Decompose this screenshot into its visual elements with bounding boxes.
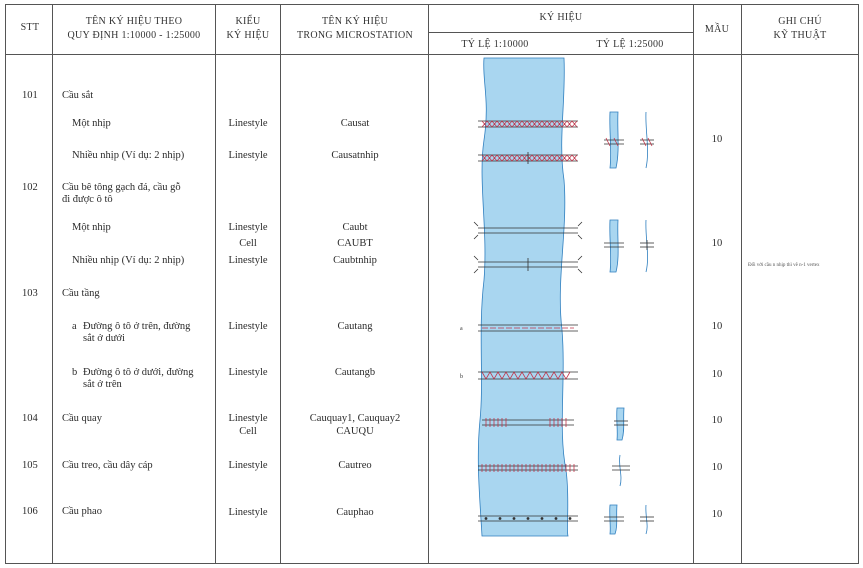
name-101a: Một nhịp xyxy=(72,118,111,129)
ms-105: Cautreo xyxy=(338,460,372,471)
header-stt: STT xyxy=(20,22,40,33)
color-106: 10 xyxy=(711,509,723,520)
name-104: Cầu quay xyxy=(62,413,102,424)
stt-103: 103 xyxy=(22,288,38,299)
name-103a-line1: Đường ô tô ở trên, đường xyxy=(83,321,191,332)
ms-102a-1: Caubt xyxy=(342,222,368,233)
ms-104-1: Cauquay1, Cauquay2 xyxy=(309,413,401,424)
name-102-line2: đi được ô tô xyxy=(62,194,113,205)
stt-106: 106 xyxy=(22,506,38,517)
header-symbol: KÝ HIỆU xyxy=(539,12,583,23)
ms-103b: Cautangb xyxy=(334,367,376,378)
name-106: Cầu phao xyxy=(62,506,102,517)
name-102-line1: Cầu bê tông gạch đá, cầu gỗ xyxy=(62,182,181,193)
ms-104-2: CAUQU xyxy=(336,426,374,437)
header-scale-10000: TỶ LỆ 1:10000 xyxy=(461,39,529,50)
type-104-2: Cell xyxy=(239,426,257,437)
header-name-line2: QUY ĐỊNH 1:10000 - 1:25000 xyxy=(67,30,201,41)
type-103b: Linestyle xyxy=(228,367,268,378)
header-note-line2: KỸ THUẬT xyxy=(773,30,827,41)
color-105: 10 xyxy=(711,462,723,473)
note-102: Đối với cầu n nhịp thì vẽ n-1 vertex xyxy=(748,263,820,268)
header-scale-25000: TỶ LỆ 1:25000 xyxy=(596,39,664,50)
header-ms-line1: TÊN KÝ HIỆU xyxy=(321,16,389,27)
ms-103a: Cautang xyxy=(337,321,373,332)
header-name-line1: TÊN KÝ HIỆU THEO xyxy=(85,16,183,27)
river-1-10000 xyxy=(478,58,568,536)
symbol-103b-label: b xyxy=(460,374,463,380)
header-ms-line2: TRONG MICROSTATION xyxy=(297,30,413,41)
color-104: 10 xyxy=(711,415,723,426)
name-103b-line2: sắt ở trên xyxy=(83,379,122,390)
symbol-104-small xyxy=(614,408,628,440)
color-103a: 10 xyxy=(711,321,723,332)
name-105: Cầu treo, cầu dây cáp xyxy=(62,460,153,471)
name-101b: Nhiều nhịp (Ví dụ: 2 nhịp) xyxy=(72,150,185,161)
name-101: Cầu sắt xyxy=(62,90,94,101)
stt-104: 104 xyxy=(22,413,38,424)
header-type-line2: KÝ HIỆU xyxy=(226,30,270,41)
stt-105: 105 xyxy=(22,460,38,471)
symbol-102-small xyxy=(604,220,654,272)
symbol-105-small xyxy=(612,455,630,486)
type-105: Linestyle xyxy=(228,460,268,471)
name-103a-line2: sắt ở dưới xyxy=(83,333,125,344)
header-note-line1: GHI CHÚ xyxy=(778,16,822,27)
name-103: Cầu tầng xyxy=(62,288,100,299)
ms-101b: Causatnhip xyxy=(331,150,379,161)
color-102: 10 xyxy=(711,238,723,249)
type-102b: Linestyle xyxy=(228,255,268,266)
ms-102b: Caubtnhip xyxy=(333,255,377,266)
header-color: MẦU xyxy=(704,24,730,35)
ms-102a-2: CAUBT xyxy=(337,238,373,249)
stt-102: 102 xyxy=(22,182,38,193)
type-102a-1: Linestyle xyxy=(228,222,268,233)
type-103a: Linestyle xyxy=(228,321,268,332)
type-106: Linestyle xyxy=(228,507,268,518)
symbol-101-small xyxy=(604,112,654,168)
symbol-103a-label: a xyxy=(460,326,463,332)
name-103b-prefix: b xyxy=(72,367,78,378)
name-102b: Nhiều nhịp (Ví dụ: 2 nhịp) xyxy=(72,255,185,266)
stt-101: 101 xyxy=(22,90,38,101)
ms-106: Cauphao xyxy=(336,507,374,518)
type-101a: Linestyle xyxy=(228,118,268,129)
name-103a-prefix: a xyxy=(72,321,77,332)
symbol-106-small xyxy=(604,505,654,534)
name-102a: Một nhịp xyxy=(72,222,111,233)
color-103b: 10 xyxy=(711,369,723,380)
type-101b: Linestyle xyxy=(228,150,268,161)
type-102a-2: Cell xyxy=(239,238,257,249)
color-101: 10 xyxy=(711,134,723,145)
type-104-1: Linestyle xyxy=(228,413,268,424)
name-103b-line1: Đường ô tô ở dưới, đường xyxy=(83,367,194,378)
header-type-line1: KIỂU xyxy=(235,16,261,27)
ms-101a: Causat xyxy=(340,118,370,129)
